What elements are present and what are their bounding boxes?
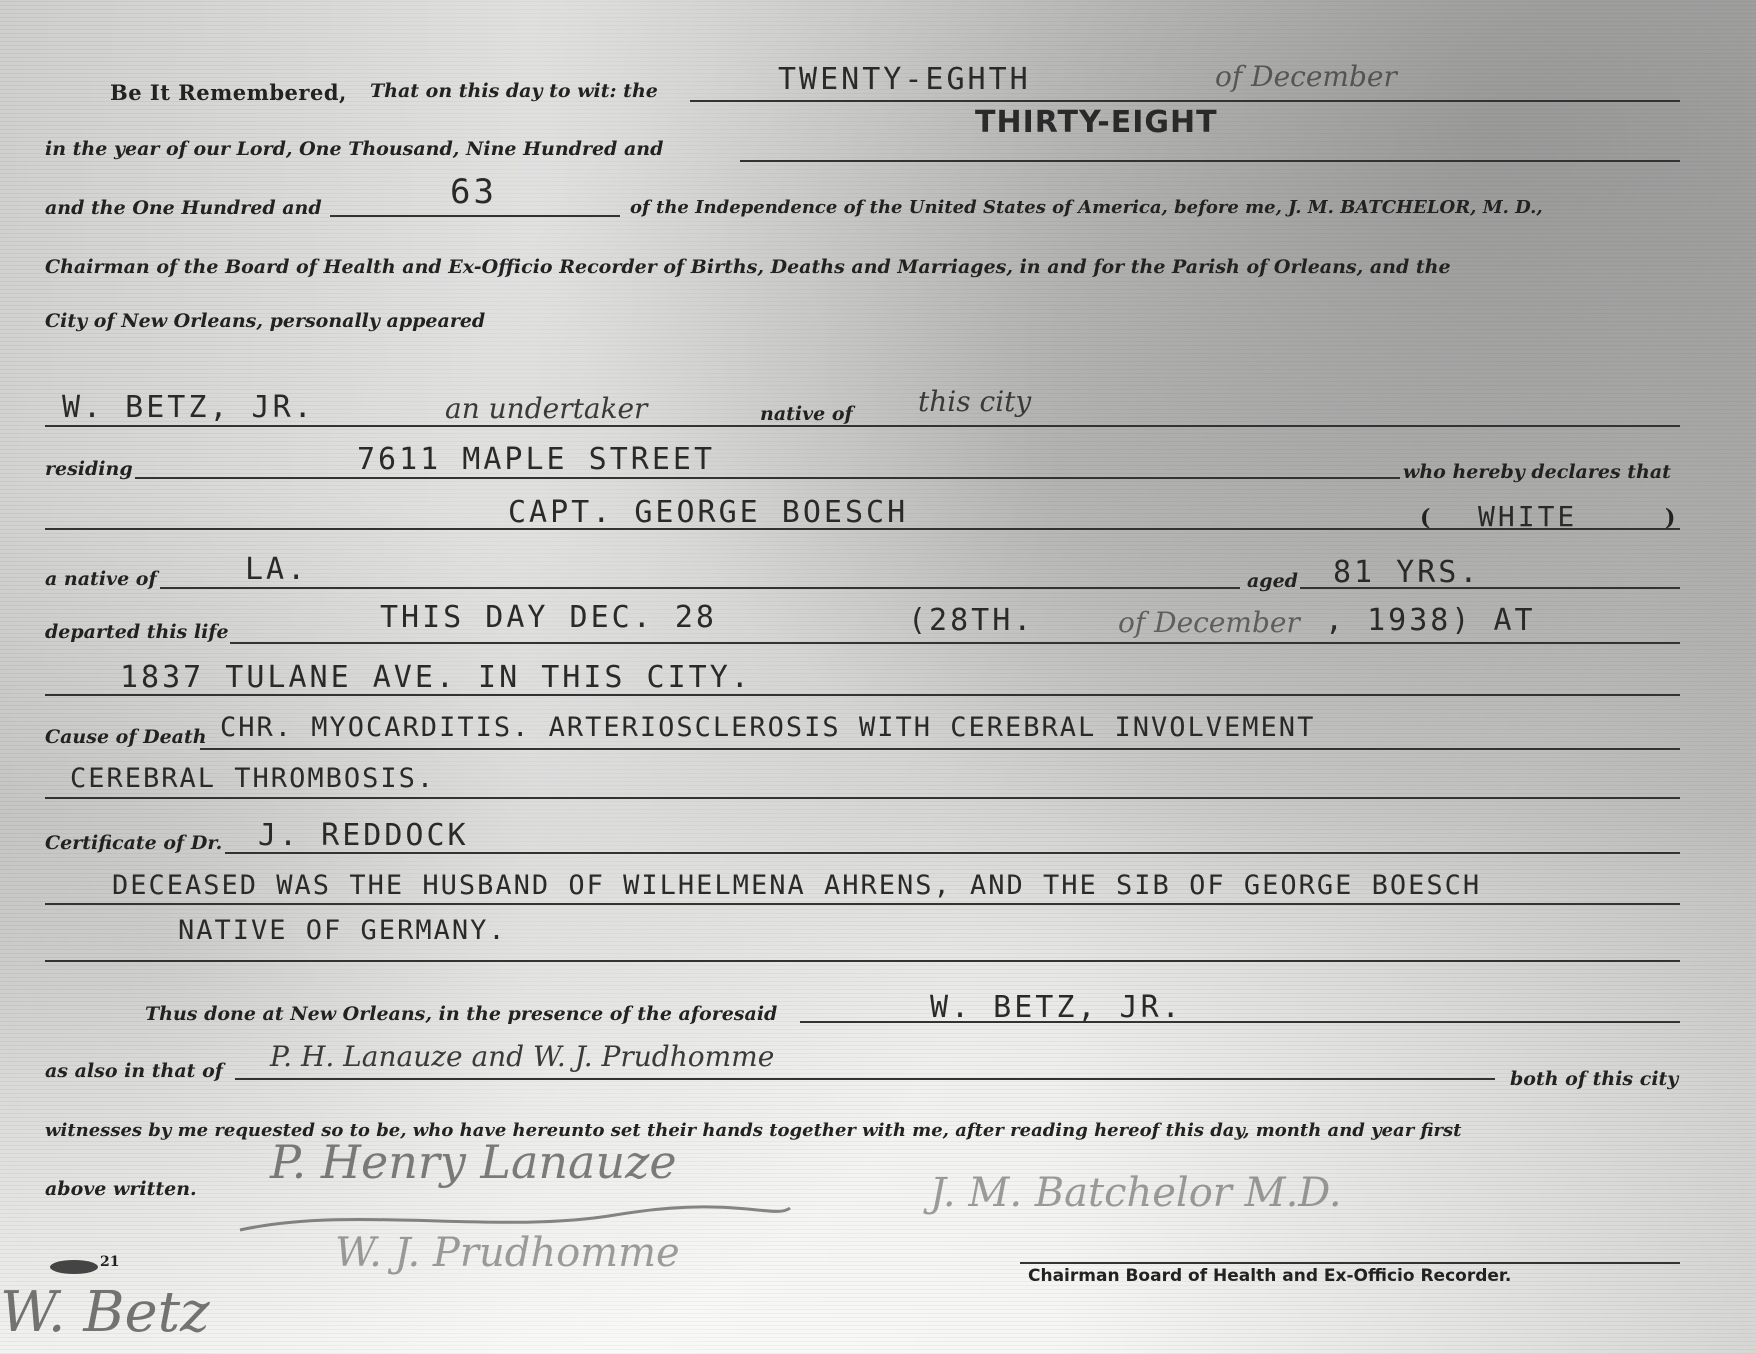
a-native-of-label: a native of (45, 568, 157, 590)
signature-witness-2: W. J. Prudhomme (335, 1230, 680, 1276)
race-value: WHITE (1478, 500, 1578, 533)
departed-year-value: , 1938) AT (1325, 603, 1536, 638)
declarant-value: W. BETZ, JR. (62, 390, 315, 425)
witnesses-value: P. H. Lanauze and W. J. Prudhomme (270, 1040, 775, 1073)
residing-label: residing (45, 458, 133, 480)
remarks-line-1 (45, 903, 1680, 905)
independence-year-value: 63 (450, 172, 497, 212)
chairman-label: Chairman of the Board of Health and Ex-Officio Recorder of Births, Deaths and Marriages, in and for the Parish of Orleans, and the (45, 256, 1451, 278)
aged-label: aged (1247, 570, 1298, 592)
form-number: 21 (100, 1254, 120, 1270)
cause-label: Cause of Death (45, 726, 207, 748)
be-it-remembered-heading: Be It Remembered, (110, 80, 347, 105)
remarks-value-1: DECEASED WAS THE HUSBAND OF WILHELMENA AHRENS, AND THE SIB OF GEORGE BOESCH (112, 870, 1482, 901)
signature-witness-1: P. Henry Lanauze (270, 1135, 677, 1189)
month-value: of December (1215, 60, 1397, 93)
deceased-native-value: LA. (245, 552, 309, 587)
cause-value-1: CHR. MYOCARDITIS. ARTERIOSCLEROSIS WITH CEREBRAL INVOLVEMENT (220, 712, 1316, 743)
deceased-value: CAPT. GEORGE BOESCH (508, 495, 909, 530)
printer-mark-icon (50, 1260, 98, 1274)
independence-year-line (330, 215, 620, 217)
residence-line (135, 477, 1400, 479)
both-city-label: both of this city (1510, 1068, 1679, 1090)
recorder-title: Chairman Board of Health and Ex-Officio Recorder. (1028, 1266, 1512, 1286)
signature-bottom-left: W. Betz (0, 1280, 210, 1345)
declarant-line (45, 425, 1680, 427)
thus-done-label: Thus done at New Orleans, in the presence of the aforesaid (145, 1003, 778, 1025)
certificate-label: Certificate of Dr. (45, 832, 223, 854)
residence-value: 7611 MAPLE STREET (357, 442, 716, 477)
year-line (740, 160, 1680, 162)
city-label: City of New Orleans, personally appeared (45, 310, 486, 332)
departed-month-value: of December (1118, 606, 1300, 639)
age-value: 81 YRS. (1333, 555, 1481, 590)
cause-line-1 (200, 748, 1680, 750)
hundred-and-label: and the One Hundred and (45, 197, 322, 219)
day-value: TWENTY-EGHTH (778, 62, 1031, 97)
witnesses-label: witnesses by me requested so to be, who have hereunto set their hands together with me, after reading hereof this day, month and year first (45, 1120, 1462, 1141)
open-paren: ( (1420, 505, 1431, 531)
remarks-value-2: NATIVE OF GERMANY. (178, 915, 507, 946)
departed-date-value: THIS DAY DEC. 28 (380, 600, 717, 635)
day-line (690, 100, 1680, 102)
declarant-native-value: this city (918, 385, 1032, 418)
departed-line (230, 642, 1680, 644)
close-paren: ) (1665, 505, 1676, 531)
native-of-label: native of (760, 403, 853, 425)
deceased-native-line (160, 587, 1240, 589)
doctor-value: J. REDDOCK (258, 818, 469, 853)
remarks-line-2 (45, 960, 1680, 962)
departed-day-value: (28TH. (908, 603, 1035, 638)
presence-value: W. BETZ, JR. (930, 990, 1183, 1025)
above-written-label: above written. (45, 1178, 197, 1200)
independence-label: of the Independence of the United States of America, before me, J. M. BATCHELOR, M. D., (630, 197, 1543, 218)
recorder-signature-line (1020, 1262, 1680, 1264)
cause-line-2 (45, 797, 1680, 799)
departed-label: departed this life (45, 621, 229, 643)
declares-label: who hereby declares that (1403, 461, 1671, 483)
also-label: as also in that of (45, 1060, 223, 1082)
place-value: 1837 TULANE AVE. IN THIS CITY. (120, 660, 752, 695)
occupation-value: an undertaker (445, 392, 648, 425)
cause-value-2: CEREBRAL THROMBOSIS. (70, 763, 436, 794)
intro-label: That on this day to wit: the (370, 80, 658, 102)
signature-recorder: J. M. Batchelor M.D. (930, 1170, 1342, 1216)
year-value: THIRTY-EIGHT (975, 105, 1218, 140)
year-lord-label: in the year of our Lord, One Thousand, Nine Hundred and (45, 138, 664, 160)
witnesses-line (235, 1078, 1495, 1080)
